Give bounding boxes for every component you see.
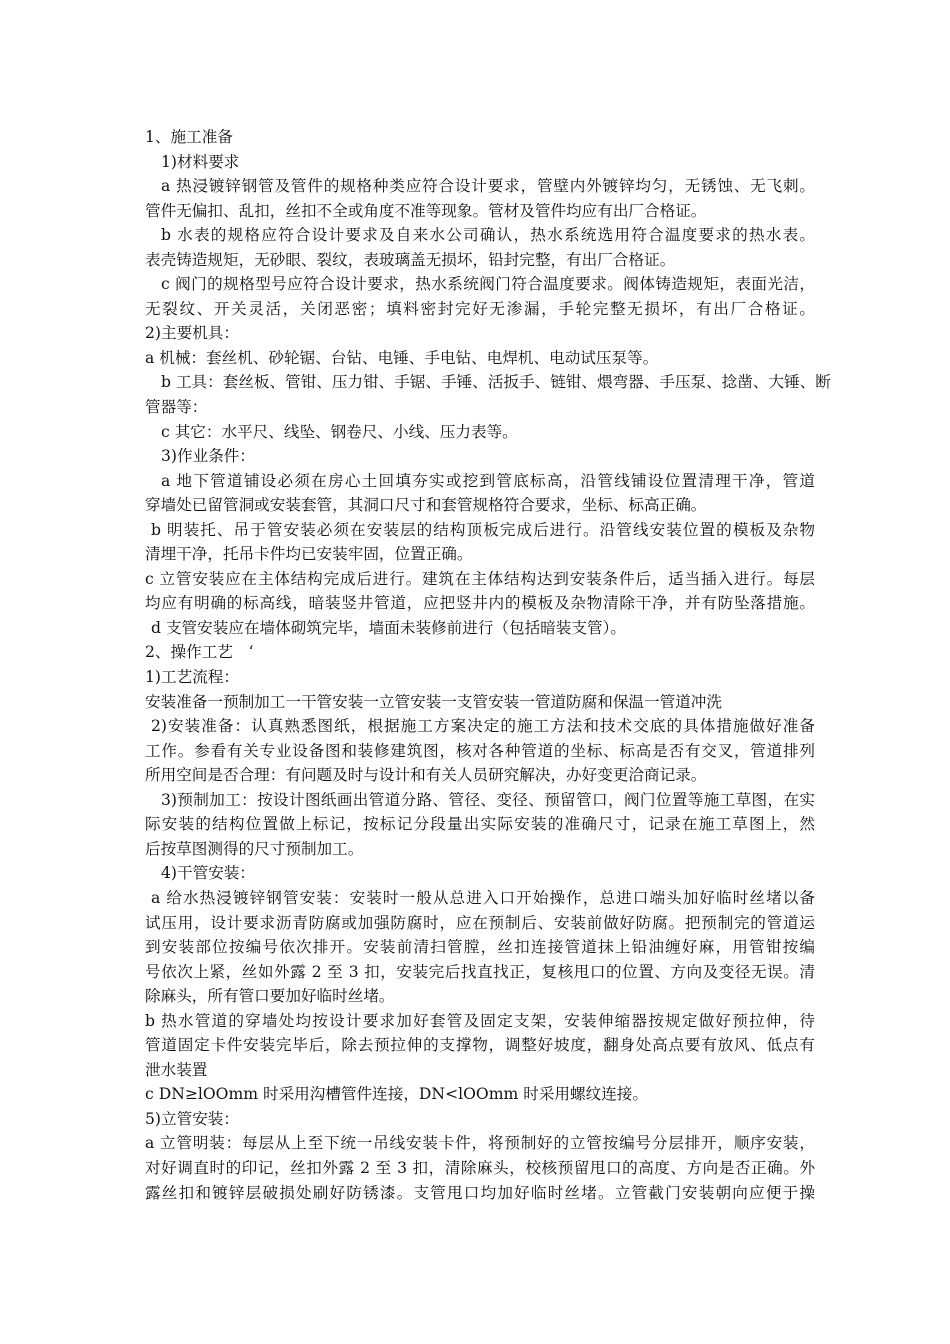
text-line: a 地下管道铺设必须在房心土回填夯实或挖到管底标高，沿管线铺设位置清理干净，管道 [161,471,815,490]
text-line: 4)干管安装： [161,864,255,883]
text-line: 3)预制加工：按设计图纸画出管道分路、管径、变径、预留管口，阀门位置等施工草图，在实 [161,790,815,809]
text-line: b 工具：套丝板、管钳、压力钳、手锯、手锤、活扳手、链钳、煨弯器、手压泵、捻凿、大锤、断 [161,373,831,392]
text-line: 后按草图测得的尺寸预制加工。 [145,839,364,858]
text-line: 2、操作工艺 ‘ [145,643,254,662]
text-line: c 其它：水平尺、线坠、钢卷尺、小线、压力表等。 [161,422,518,441]
text-line: 3)作业条件： [161,447,255,466]
text-line: 除麻头，所有管口要加好临时丝堵。 [145,987,395,1006]
text-line: d 支管安装应在墙体砌筑完毕，墙面未装修前进行（包括暗装支管）。 [151,618,626,637]
text-line: 工作。参看有关专业设备图和装修建筑图，核对各种管道的坐标、标高是否有交叉，管道排列 [145,741,815,760]
document-body [145,125,831,1205]
text-line: 安装准备一预制加工一干管安装一立管安装一支管安装一管道防腐和保温一管道冲洗 [145,692,722,711]
text-line: b 明装托、吊于管安装必须在安装层的结构顶板完成后进行。沿管线安装位置的模板及杂物 [151,520,815,539]
text-line: 露丝扣和镀锌层破损处刷好防锈漆。支管甩口均加好临时丝堵。立管截门安装朝向应便于操 [145,1183,815,1202]
text-line: b 水表的规格应符合设计要求及自来水公司确认，热水系统选用符合温度要求的热水表。 [161,226,815,245]
text-line: 管件无偏扣、乱扣，丝扣不全或角度不准等现象。管材及管件均应有出厂合格证。 [145,201,707,220]
text-line: 管器等： [145,398,208,417]
text-line: 1)材料要求 [161,152,240,171]
text-line: 2)安装准备：认真熟悉图纸，根据施工方案决定的施工方法和技术交底的具体措施做好准备 [151,717,815,736]
text-line: 对好调直时的印记，丝扣外露 2 至 3 扣，清除麻头，校核预留甩口的高度、方向是否正确。外 [145,1158,815,1177]
text-line: 穿墙处已留管洞或安装套管，其洞口尺寸和套管规格符合要求，坐标、标高正确。 [145,496,707,515]
text-line: 1)工艺流程： [145,668,239,687]
text-line: a 给水热浸镀锌钢管安装：安装时一般从总进入口开始操作，总进口端头加好临时丝堵以备 [151,888,815,907]
text-line: 5)立管安装： [145,1109,239,1128]
text-line: 无裂纹、开关灵活，关闭恶密；填料密封完好无渗漏，手轮完整无损坏，有出厂合格证。 [145,299,815,318]
text-line: 管道固定卡件安装完毕后，除去预拉伸的支撑物，调整好坡度，翻身处高点要有放风、低点有 [145,1036,815,1055]
text-line: a 机械：套丝机、砂轮锯、台钻、电锤、手电钻、电焊机、电动试压泵等。 [145,348,659,367]
text-line: 泄水装置 [145,1060,208,1079]
text-line: a 立管明装：每层从上至下统一吊线安装卡件，将预制好的立管按编号分层排开，顺序安装， [145,1134,815,1153]
text-line: 表壳铸造规矩，无砂眼、裂纹，表玻璃盖无损坏，铅封完整，有出厂合格证。 [145,250,676,269]
text-line: 1、施工准备 [145,128,233,146]
text-line: 际安装的结构位置做上标记，按标记分段量出实际安装的准确尺寸，记录在施工草图上，然 [145,815,815,834]
text-line: b 热水管道的穿墙处均按设计要求加好套管及固定支架，安装伸缩器按规定做好预拉伸，待 [145,1011,815,1030]
text-line: c DN≥lOOmm 时采用沟槽管件连接，DN<lOOmm 时采用螺纹连接。 [145,1085,648,1104]
text-line: c 立管安装应在主体结构完成后进行。建筑在主体结构达到安装条件后，适当插入进行。每层 [145,569,815,588]
text-line: c 阀门的规格型号应符合设计要求，热水系统阀门符合温度要求。阀体铸造规矩，表面光洁， [161,275,815,294]
text-line: 所用空间是否合理：有问题及时与设计和有关人员研究解决，办好变更洽商记录。 [145,766,707,785]
text-line: 试压用，设计要求沥青防腐或加强防腐时，应在预制后、安装前做好防腐。把预制完的管道运 [145,913,815,932]
text-line: a 热浸镀锌钢管及管件的规格种类应符合设计要求，管壁内外镀锌均匀，无锈蚀、无飞刺。 [161,177,815,196]
text-line: 清埋干净，托吊卡件均已安装牢固，位置正确。 [145,545,473,564]
text-line: 2)主要机具： [145,324,239,343]
text-line: 到安装部位按编号依次排开。安装前清扫管膛，丝扣连接管道抹上铅油缠好麻，用管钳按编 [145,938,815,957]
text-line: 均应有明确的标高线，暗装竖井管道，应把竖井内的模板及杂物清除干净，并有防坠落措施。 [145,594,815,613]
text-line: 号依次上紧，丝如外露 2 至 3 扣，安装完后找直找正，复核甩口的位置、方向及变径无误。清 [145,962,815,981]
